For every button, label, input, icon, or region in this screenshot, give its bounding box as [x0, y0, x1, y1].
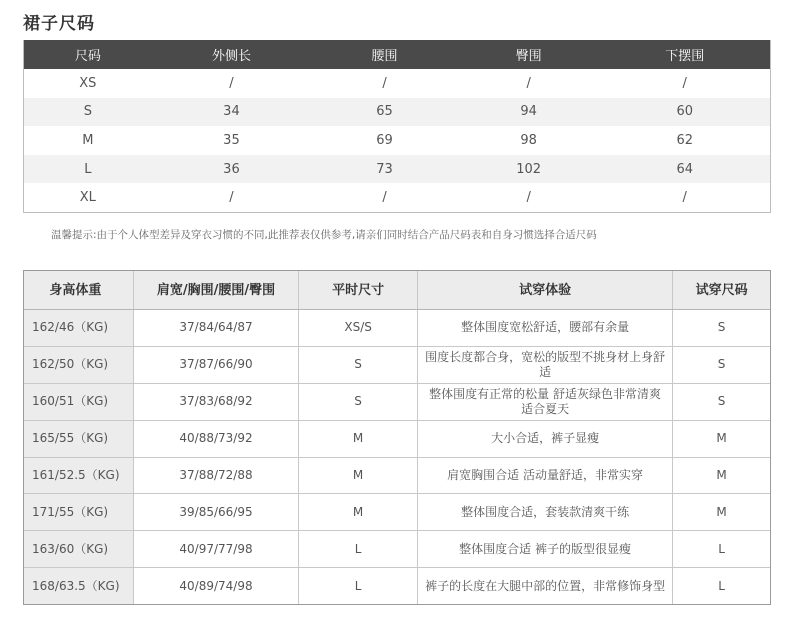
- fit-header-cell: 试穿尺码: [695, 282, 748, 298]
- fit-cell-tried-size: L: [718, 578, 725, 593]
- size-section-title: 裙子尺码: [23, 14, 95, 34]
- size-cell: /: [229, 190, 234, 206]
- fit-table-row: [24, 421, 770, 458]
- size-header-cell: 外侧长: [211, 49, 251, 64]
- fit-cell-usual-size: S: [299, 347, 418, 383]
- fit-cell-body: 165/55（KG): [24, 421, 134, 457]
- fit-header-cell: 平时尺寸: [299, 271, 418, 309]
- size-cell: /: [382, 75, 387, 91]
- fit-cell-experience: 整体围度合适 裤子的版型很显瘦: [418, 531, 673, 567]
- size-cell: L: [84, 161, 92, 177]
- fit-table-row: [24, 531, 770, 568]
- fit-cell-measure: 37/87/66/90: [134, 347, 300, 383]
- size-cell: /: [682, 75, 687, 91]
- size-cell: M: [82, 132, 94, 148]
- fit-cell-tried-size: L: [718, 541, 725, 556]
- fit-cell-body: 161/52.5（KG): [24, 458, 134, 494]
- size-cell: 64: [676, 161, 694, 177]
- fit-cell-experience: 整体围度合适，套装款清爽干练: [418, 494, 673, 530]
- fit-cell-usual-size: XS/S: [299, 310, 418, 346]
- fit-table-row: [24, 458, 770, 495]
- fit-cell-body: 171/55（KG): [24, 494, 134, 530]
- size-cell: XL: [79, 190, 96, 206]
- fit-cell-usual-size: S: [299, 384, 418, 420]
- size-cell: XS: [79, 75, 97, 91]
- fit-cell-experience: 整体围度有正常的松量 舒适灰绿色非常清爽适合夏天: [418, 384, 673, 420]
- size-cell: 34: [223, 104, 240, 120]
- size-header-cell: 腰围: [371, 49, 398, 64]
- fit-cell-experience: 大小合适，裤子显瘦: [418, 421, 673, 457]
- size-header-cell: 下摆围: [665, 49, 705, 64]
- size-cell: 94: [520, 104, 537, 120]
- size-cell: 62: [676, 132, 694, 148]
- size-table-row: [24, 69, 770, 98]
- fit-cell-experience: 肩宽胸围合适 活动量舒适，非常实穿: [418, 458, 673, 494]
- size-cell: 98: [520, 132, 537, 148]
- size-cell: /: [682, 190, 687, 206]
- fit-cell-body: 160/51（KG): [24, 384, 134, 420]
- fit-header-cell: 试穿体验: [418, 271, 673, 309]
- size-cell: 102: [516, 161, 542, 177]
- fit-cell-measure: 37/84/64/87: [134, 310, 300, 346]
- fit-cell-tried-size: S: [717, 320, 726, 335]
- fit-table-row: [24, 494, 770, 531]
- size-table-header: [24, 40, 770, 69]
- fit-cell-body: 163/60（KG): [24, 531, 134, 567]
- fit-cell-experience: 围度长度都合身，宽松的版型不挑身材上身舒适: [418, 347, 673, 383]
- fit-cell-tried-size: M: [716, 431, 727, 446]
- fit-table-row: [24, 310, 770, 347]
- fit-cell-measure: 39/85/66/95: [134, 494, 300, 530]
- size-cell: /: [526, 190, 531, 206]
- fit-cell-body: 168/63.5（KG): [24, 568, 134, 604]
- size-cell: /: [229, 75, 234, 91]
- fit-cell-measure: 40/97/77/98: [134, 531, 300, 567]
- fit-cell-body: 162/50（KG): [24, 347, 134, 383]
- size-cell: 36: [223, 161, 240, 177]
- fit-header-cell: 肩宽/胸围/腰围/臀围: [134, 271, 300, 309]
- fit-cell-usual-size: L: [299, 531, 418, 567]
- fit-table-header: [24, 271, 770, 310]
- size-cell: 65: [376, 104, 393, 120]
- size-cell: S: [83, 104, 92, 120]
- fit-cell-measure: 37/83/68/92: [134, 384, 300, 420]
- fit-cell-usual-size: M: [299, 494, 418, 530]
- size-cell: 60: [676, 104, 694, 120]
- fit-cell-tried-size: S: [717, 394, 726, 409]
- fit-cell-experience: 整体围度宽松舒适，腰部有余量: [418, 310, 673, 346]
- size-header-cell: 尺码: [74, 49, 101, 64]
- size-cell: 35: [223, 132, 240, 148]
- fit-table-row: [24, 384, 770, 421]
- fit-cell-tried-size: S: [717, 357, 726, 372]
- size-header-cell: 臀围: [515, 49, 542, 64]
- fit-cell-tried-size: M: [716, 504, 727, 519]
- fit-cell-usual-size: M: [299, 458, 418, 494]
- fit-table: [23, 270, 771, 605]
- size-table-row: [24, 126, 770, 155]
- fit-table-row: [24, 568, 770, 604]
- size-cell: 69: [376, 132, 393, 148]
- fit-cell-measure: 40/88/73/92: [134, 421, 300, 457]
- size-table-row: [24, 155, 770, 184]
- size-table-row: [24, 183, 770, 212]
- size-note: 温馨提示:由于个人体型差异及穿衣习惯的不同,此推荐表仅供参考,请亲们同时结合产品尺码表和自身习惯选择合适尺码: [51, 229, 597, 241]
- size-cell: /: [526, 75, 531, 91]
- fit-cell-measure: 37/88/72/88: [134, 458, 300, 494]
- size-cell: 73: [376, 161, 393, 177]
- fit-cell-usual-size: L: [299, 568, 418, 604]
- size-table: [23, 40, 771, 213]
- fit-cell-experience: 裤子的长度在大腿中部的位置，非常修饰身型: [418, 568, 673, 604]
- fit-cell-usual-size: M: [299, 421, 418, 457]
- fit-cell-tried-size: M: [716, 467, 727, 482]
- fit-table-row: [24, 347, 770, 384]
- fit-header-cell: 身高体重: [24, 271, 134, 309]
- size-cell: /: [382, 190, 387, 206]
- size-table-row: [24, 98, 770, 127]
- fit-cell-measure: 40/89/74/98: [134, 568, 300, 604]
- fit-cell-body: 162/46（KG): [24, 310, 134, 346]
